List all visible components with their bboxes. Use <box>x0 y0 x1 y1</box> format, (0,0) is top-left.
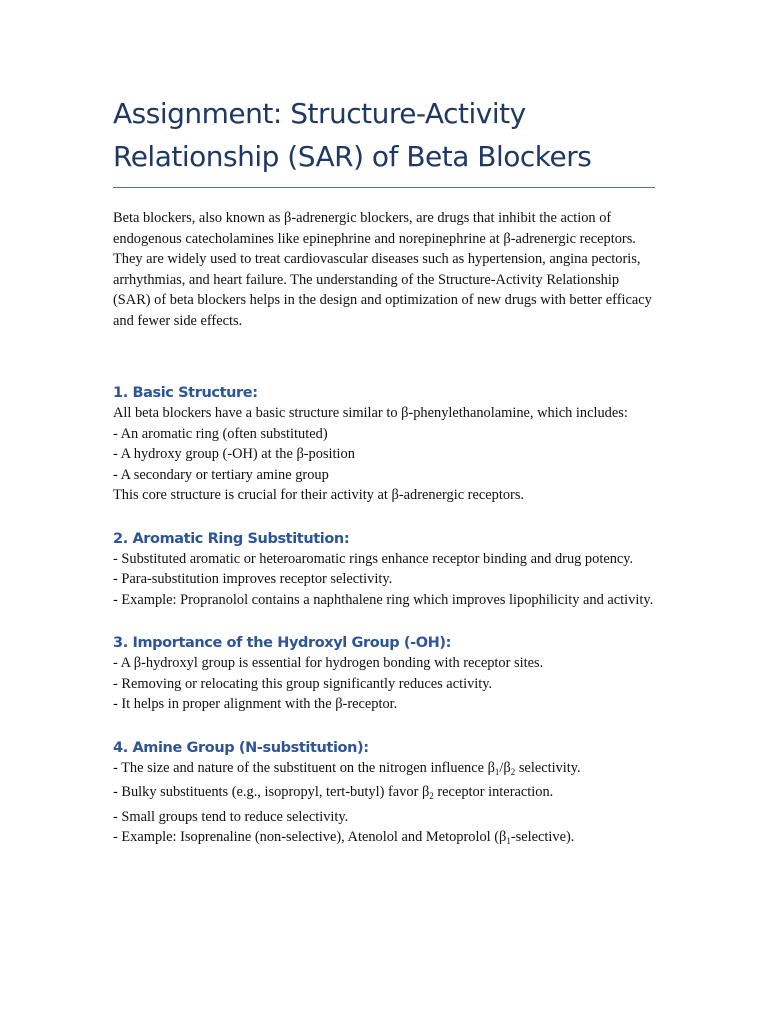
text-run: - The size and nature of the substituent on the nitrogen influence β <box>113 759 495 776</box>
section-hydroxyl-group <box>113 633 658 715</box>
intro-paragraph: Beta blockers, also known as β-adrenergic blockers, are drugs that inhibit the action of endogenous catecholamines like epinephrine and norepinephrine at β-adrenergic receptors. They are widely used to treat cardiovascular diseases such as hypertension, angina pectoris, arrhythmias, and heart failure. The understanding of the Structure-Activity Relationship (SAR) of beta blockers helps in the design and optimization of new drugs with better efficacy and fewer side effects. <box>113 210 652 329</box>
section-line <box>113 758 658 783</box>
section-line: - A secondary or tertiary amine group <box>113 466 329 483</box>
text-run: -selective). <box>510 829 575 845</box>
section-line: - A hydroxy group (-OH) at the β-position <box>113 446 355 462</box>
text-run: /β <box>499 759 511 776</box>
section-basic-structure <box>113 383 658 506</box>
section-line: - Para-substitution improves receptor selectivity. <box>113 571 393 587</box>
section-heading: 1. Basic Structure: <box>113 385 258 401</box>
section-heading: 2. Aromatic Ring Substitution: <box>113 530 350 547</box>
section-line <box>113 827 658 852</box>
subscript: 1 <box>506 836 511 846</box>
section-line: - Removing or relocating this group significantly reduces activity. <box>113 675 493 692</box>
section-line: - Substituted aromatic or heteroaromatic rings enhance receptor binding and drug potency. <box>113 550 634 567</box>
section-line <box>113 782 658 807</box>
section-line: - It helps in proper alignment with the β-receptor. <box>113 696 398 712</box>
text-run: - Example: Isoprenaline (non-selective), Atenolol and Metoprolol (β <box>113 829 507 845</box>
document-title: Assignment: Structure-Activity Relationship (SAR) of Beta Blockers <box>113 97 592 173</box>
section-aromatic-ring <box>113 529 658 611</box>
title-underline <box>113 187 655 188</box>
section-line: All beta blockers have a basic structure similar to β-phenylethanolamine, which includes: <box>113 405 628 421</box>
subscript: 2 <box>510 766 516 777</box>
section-amine-group <box>113 738 658 852</box>
document-page <box>113 92 658 852</box>
section-line: - Example: Propranolol contains a naphthalene ring which improves lipophilicity and activity. <box>113 591 654 608</box>
text-run: receptor interaction. <box>433 784 554 800</box>
section-line: - An aromatic ring (often substituted) <box>113 425 328 442</box>
section-line: - Small groups tend to reduce selectivity. <box>113 808 349 825</box>
text-run: selectivity. <box>515 759 581 776</box>
section-line: - A β-hydroxyl group is essential for hydrogen bonding with receptor sites. <box>113 655 544 671</box>
subscript: 2 <box>429 791 434 801</box>
section-line: This core structure is crucial for their activity at β-adrenergic receptors. <box>113 487 525 503</box>
section-heading: 3. Importance of the Hydroxyl Group (-OH): <box>113 635 452 651</box>
section-heading: 4. Amine Group (N-substitution): <box>113 739 369 756</box>
text-run: - Bulky substituents (e.g., isopropyl, tert-butyl) favor β <box>113 784 430 800</box>
subscript: 1 <box>494 766 500 777</box>
